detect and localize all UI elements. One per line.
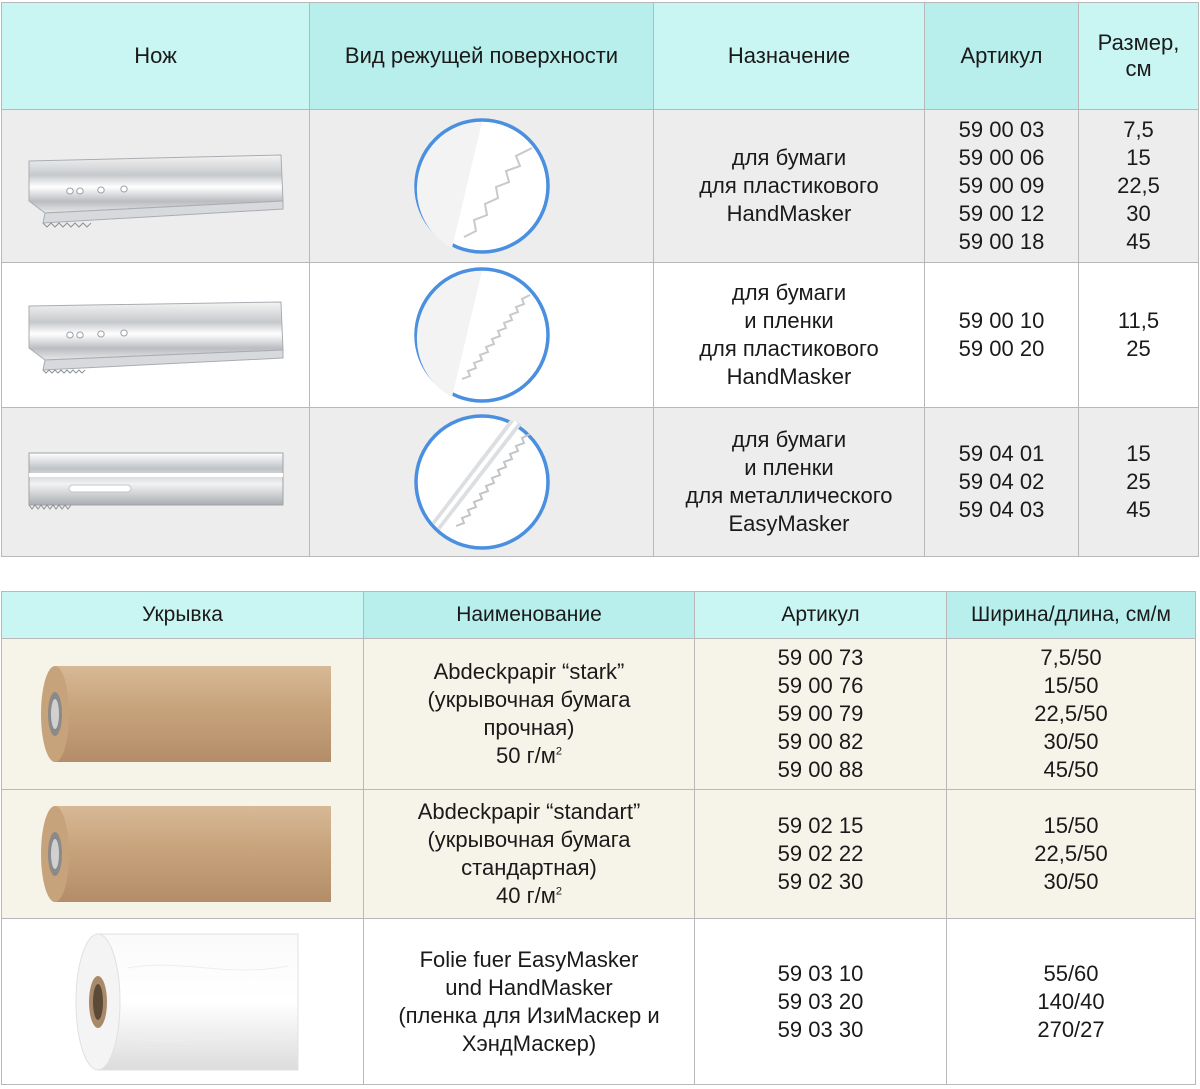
cover-weight: 40 г/м <box>496 883 556 908</box>
cover-image-cell <box>2 790 364 919</box>
kraft-paper-roll-image <box>33 802 333 906</box>
knife-image-cell <box>2 110 310 263</box>
plastic-film-roll-image <box>58 928 308 1076</box>
cover-name: Abdeckpapir “stark” (укрывочная бумага прочная) <box>427 659 631 740</box>
header-dimensions: Ширина/длина, см/м <box>947 592 1196 639</box>
article-cell: 59 04 01 59 04 02 59 04 03 <box>925 408 1079 557</box>
covers-table <box>1 591 1196 1085</box>
header-size: Размер, см <box>1079 3 1199 110</box>
article-cell: 59 02 15 59 02 22 59 02 30 <box>695 790 947 919</box>
size-cell: 11,5 25 <box>1079 263 1199 408</box>
size-cell: 7,5 15 22,5 30 45 <box>1079 110 1199 263</box>
covers-header-row <box>2 592 1196 639</box>
article-cell: 59 00 03 59 00 06 59 00 09 59 00 12 59 00 18 <box>925 110 1079 263</box>
cover-weight: 50 г/м <box>496 743 556 768</box>
purpose-cell: для бумаги и пленки для металлического EasyMasker <box>654 408 925 557</box>
dimensions-cell: 55/60 140/40 270/27 <box>947 919 1196 1085</box>
dimensions-cell: 7,5/50 15/50 22,5/50 30/50 45/50 <box>947 639 1196 790</box>
table-row <box>2 110 1199 263</box>
header-purpose: Назначение <box>654 3 925 110</box>
table-row <box>2 790 1196 919</box>
knife-blade-image <box>25 292 287 378</box>
knives-table <box>1 2 1199 557</box>
header-article: Артикул <box>925 3 1079 110</box>
article-cell: 59 00 73 59 00 76 59 00 79 59 00 82 59 00 88 <box>695 639 947 790</box>
cover-image-cell <box>2 639 364 790</box>
header-knife: Нож <box>2 3 310 110</box>
size-cell: 15 25 45 <box>1079 408 1199 557</box>
cutting-surface-cell <box>310 408 654 557</box>
table-row <box>2 639 1196 790</box>
knife-blade-image <box>25 143 287 229</box>
knife-image-cell <box>2 408 310 557</box>
table-row <box>2 263 1199 408</box>
dimensions-cell: 15/50 22,5/50 30/50 <box>947 790 1196 919</box>
name-cell <box>364 790 695 919</box>
knives-header-row <box>2 3 1199 110</box>
header-name: Наименование <box>364 592 695 639</box>
name-cell <box>364 639 695 790</box>
name-cell: Folie fuer EasyMasker und HandMasker (пленка для ИзиМаскер и ХэндМаскер) <box>364 919 695 1085</box>
purpose-cell: для бумаги для пластикового HandMasker <box>654 110 925 263</box>
knife-image-cell <box>2 263 310 408</box>
cutting-surface-cell <box>310 263 654 408</box>
cutting-surface-cell <box>310 110 654 263</box>
purpose-cell: для бумаги и пленки для пластикового HandMasker <box>654 263 925 408</box>
header-cover: Укрывка <box>2 592 364 639</box>
table-row <box>2 919 1196 1085</box>
coarse-teeth-closeup-image <box>412 116 552 256</box>
kraft-paper-roll-image <box>33 662 333 766</box>
fine-teeth-closeup-image <box>412 265 552 405</box>
cover-image-cell <box>2 919 364 1085</box>
header-article: Артикул <box>695 592 947 639</box>
metal-teeth-closeup-image <box>412 412 552 552</box>
cover-name: Abdeckpapir “standart” (укрывочная бумага стандартная) <box>417 799 641 880</box>
article-cell: 59 00 10 59 00 20 <box>925 263 1079 408</box>
table-row <box>2 408 1199 557</box>
article-cell: 59 03 10 59 03 20 59 03 30 <box>695 919 947 1085</box>
metal-knife-blade-image <box>25 439 287 525</box>
cover-weight-superscript: 2 <box>555 885 562 898</box>
cover-weight-superscript: 2 <box>555 745 562 758</box>
header-surface: Вид режущей поверхности <box>310 3 654 110</box>
